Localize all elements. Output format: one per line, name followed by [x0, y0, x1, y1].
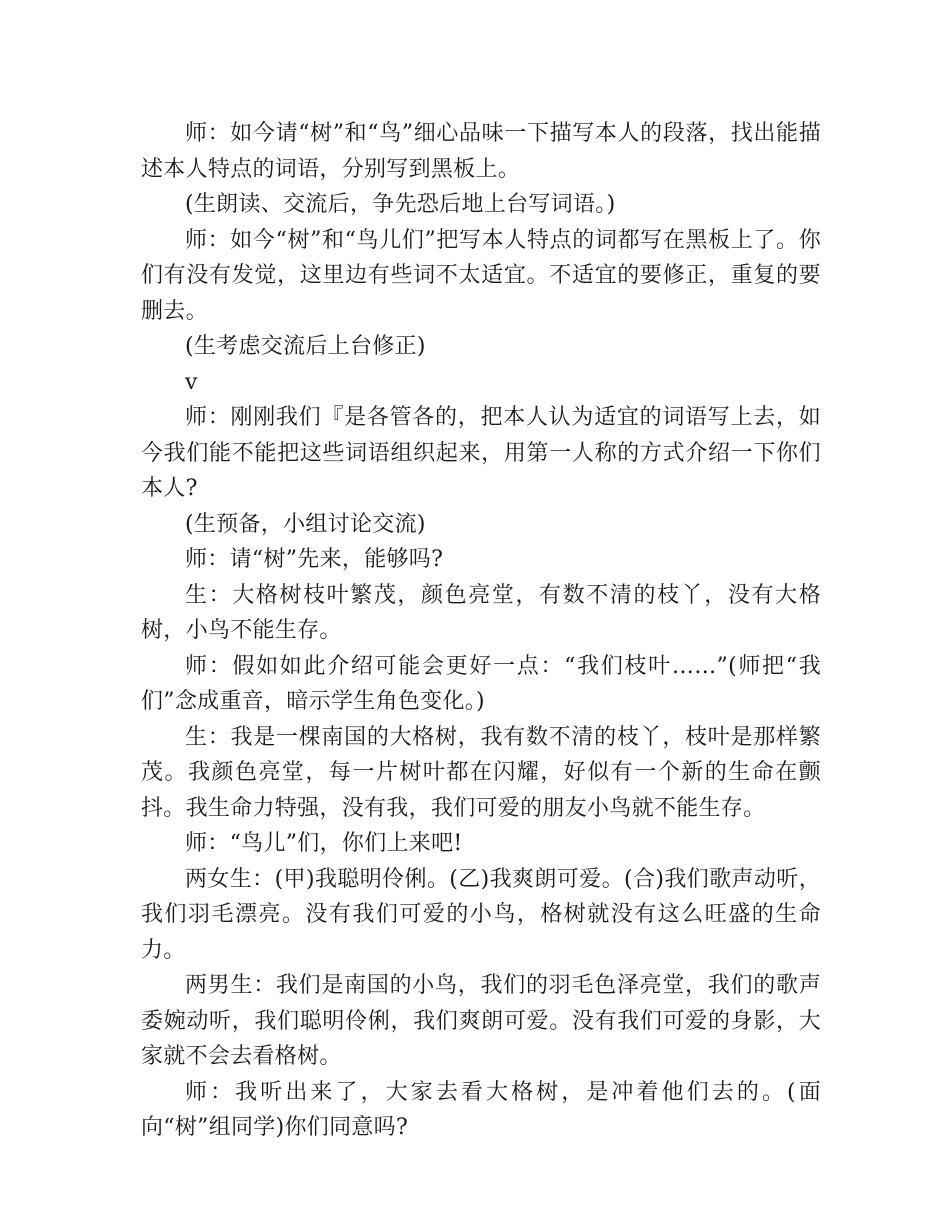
- paragraph-13: 两女生：(甲)我聪明伶俐。(乙)我爽朗可爱。(合)我们歌声动听，我们羽毛漂亮。没有我们可爱的小鸟，格树就没有这么旺盛的生命力。: [141, 866, 821, 963]
- paragraph-8: 师：请“树”先来，能够吗?: [185, 547, 444, 572]
- paragraph-4: (生考虑交流后上台修正): [185, 334, 426, 359]
- paragraph-11: 生：我是一棵南国的大格树，我有数不清的枝丫，枝叶是那样繁茂。我颜色亮堂，每一片树叶都在闪耀，好似有一个新的生命在颤抖。我生命力特强，没有我，我们可爱的朋友小鸟就不能生存。: [141, 724, 821, 821]
- paragraph-10: 师：假如如此介绍可能会更好一点：“我们枝叶……”(师把“我们”念成重音，暗示学生角色变化。): [141, 653, 821, 714]
- paragraph-12: 师：“鸟儿”们，你们上来吧!: [185, 831, 463, 856]
- paragraph-7: (生预备，小组讨论交流): [185, 511, 426, 537]
- paragraph-9: 生：大格树枝叶繁茂，颜色亮堂，有数不清的枝丫，没有大格树，小鸟不能生存。: [141, 582, 821, 643]
- paragraph-1: 师：如今请“树”和“鸟”细心品味一下描写本人的段落，找出能描述本人特点的词语，分别写到黑板上。: [141, 121, 821, 182]
- document-body: [141, 116, 821, 1146]
- paragraph-15: 师：我听出来了，大家去看大格树，是冲着他们去的。(面向“树”组同学)你们同意吗?: [141, 1079, 821, 1140]
- paragraph-14: 两男生：我们是南国的小鸟，我们的羽毛色泽亮堂，我们的歌声委婉动听，我们聪明伶俐，我们爽朗可爱。没有我们可爱的身影，大家就不会去看格树。: [141, 973, 821, 1069]
- paragraph-3: 师：如今“树”和“鸟儿们”把写本人特点的词都写在黑板上了。你们有没有发觉，这里边有些词不太适宜。不适宜的要修正，重复的要删去。: [141, 227, 821, 324]
- paragraph-2: (生朗读、交流后，争先恐后地上台写词语。): [185, 192, 616, 217]
- paragraph-5: v: [185, 369, 198, 395]
- paragraph-6: 师：刚刚我们『是各管各的，把本人认为适宜的词语写上去，如今我们能不能把这些词语组织起来，用第一人称的方式介绍一下你们本人?: [141, 405, 821, 501]
